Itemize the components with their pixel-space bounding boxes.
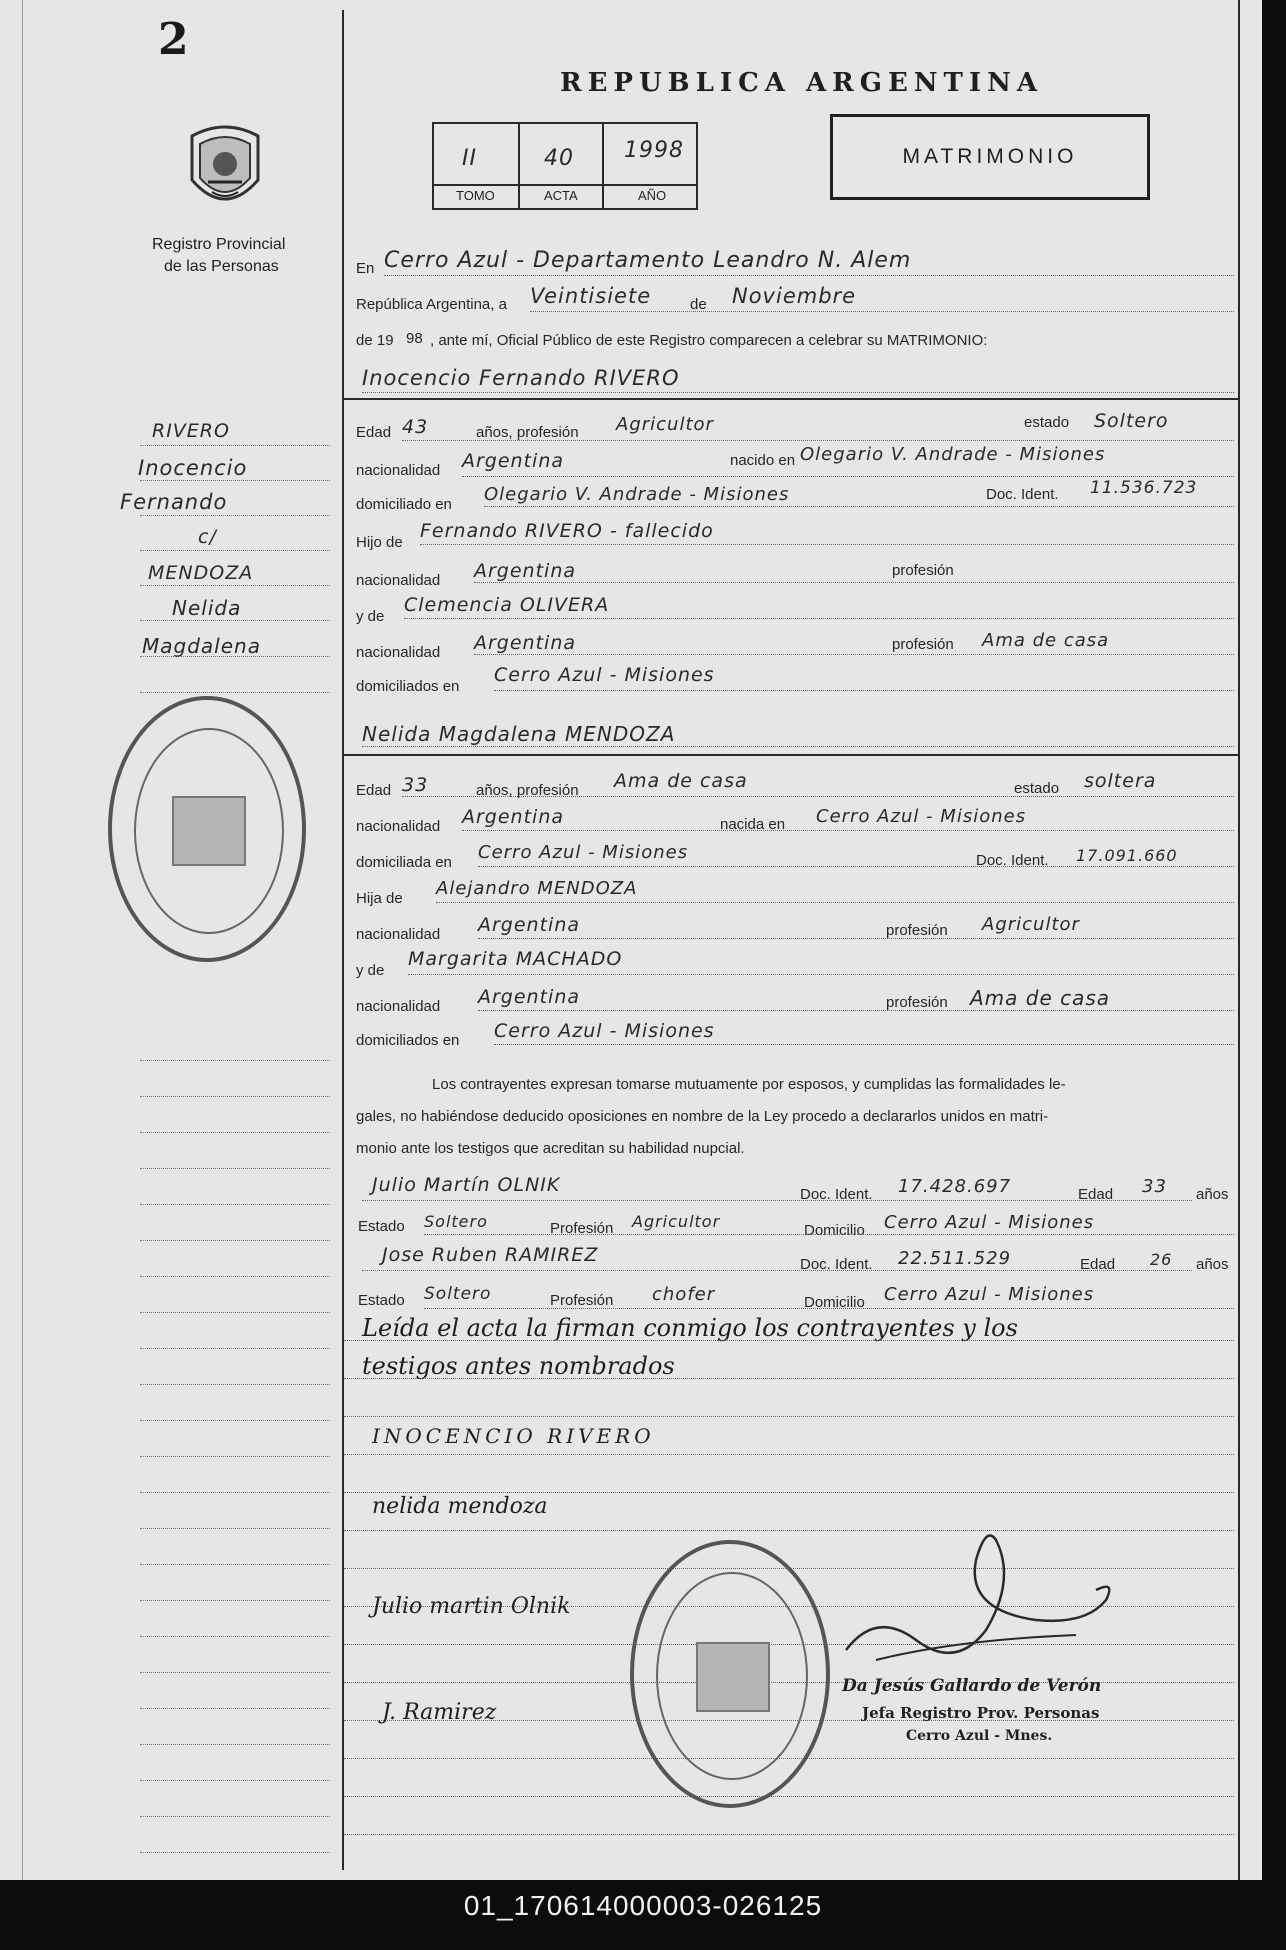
groom-nacionalidad: Argentina [462, 450, 565, 472]
groom-dom-label: domiciliado en [356, 496, 452, 513]
republica-label: República Argentina, a [356, 296, 507, 313]
witness1-prof-label: Profesión [550, 1220, 614, 1237]
official-signature-icon [836, 1520, 1136, 1670]
witness2-name: Jose Ruben RAMIREZ [382, 1244, 599, 1266]
bride-estado: soltera [1084, 770, 1157, 792]
declaration-line2: gales, no habiéndose deducido oposiciones en nombre de la Ley procedo a declararlos unidos en matri- [356, 1108, 1049, 1125]
bride-madre-nac: Argentina [478, 986, 581, 1008]
bride-nacida-label: nacida en [720, 816, 786, 833]
bride-doc-label: Doc. Ident. [976, 852, 1049, 869]
de-label: de [690, 296, 707, 313]
bride-estado-label: estado [1014, 780, 1060, 797]
bride-nac-label: nacionalidad [356, 818, 441, 835]
witness1-edad-label: Edad [1078, 1186, 1114, 1203]
groom-nac-label: nacionalidad [356, 462, 441, 479]
office-name-line1: Registro Provincial [152, 236, 286, 253]
groom-doms-label: domiciliados en [356, 678, 460, 695]
year-suffix: 98 [406, 330, 423, 347]
groom-padres-dom: Cerro Azul - Misiones [494, 664, 715, 686]
groom-madre: Clemencia OLIVERA [404, 594, 610, 616]
page-number: 2 [158, 14, 189, 65]
bride-madre: Margarita MACHADO [408, 948, 623, 970]
groom-nacido-en: Olegario V. Andrade - Misiones [800, 444, 1106, 465]
bride-yde-label: y de [356, 962, 385, 979]
bride-padre-nac-label: nacionalidad [356, 926, 441, 943]
bride-nacionalidad: Argentina [462, 806, 565, 828]
groom-nacido-label: nacido en [730, 452, 796, 469]
groom-domicilio: Olegario V. Andrade - Misiones [484, 484, 790, 505]
statement: , ante mí, Oficial Público de este Registro comparecen a celebrar su MATRIMONIO: [430, 332, 988, 349]
left-edge-rule [22, 0, 23, 1880]
ano-label: AÑO [638, 188, 667, 203]
ano-value: 1998 [624, 138, 684, 163]
groom-full-name: Inocencio Fernando RIVERO [362, 366, 680, 390]
bride-full-name: Nelida Magdalena MENDOZA [362, 722, 676, 746]
witness1-doc-label: Doc. Ident. [800, 1186, 873, 1203]
margin-note-2: Inocencio [138, 456, 248, 480]
witness2-doc: 22.511.529 [898, 1248, 1012, 1269]
groom-doc: 11.536.723 [1090, 478, 1198, 498]
tomo-value: II [462, 146, 477, 171]
registry-seal-left [108, 696, 306, 962]
groom-madre-prof-label: profesión [892, 636, 954, 653]
bride-madre-nac-label: nacionalidad [356, 998, 441, 1015]
bride-hija-label: Hija de [356, 890, 403, 907]
bride-padres-dom: Cerro Azul - Misiones [494, 1020, 715, 1042]
groom-estado: Soltero [1094, 410, 1169, 432]
bride-profesion: Ama de casa [614, 770, 748, 792]
registry-seal-right [630, 1540, 830, 1808]
witness1-estado: Soltero [424, 1212, 488, 1231]
witness1-profesion: Agricultor [632, 1212, 721, 1231]
official-place: Cerro Azul - Mnes. [906, 1728, 1053, 1744]
witness1-estado-label: Estado [358, 1218, 405, 1235]
declaration-line1: Los contrayentes expresan tomarse mutuamente por esposos, y cumplidas las formalidades le- [432, 1076, 1066, 1093]
witness1-domicilio: Cerro Azul - Misiones [884, 1212, 1095, 1233]
official-name: Da Jesús Gallardo de Verón [842, 1676, 1102, 1696]
month: Noviembre [732, 284, 857, 308]
right-margin-rule [1238, 0, 1240, 1880]
bride-doms-label: domiciliados en [356, 1032, 460, 1049]
witness2-anos-label: años [1196, 1256, 1229, 1273]
witness1-doc: 17.428.697 [898, 1176, 1012, 1197]
groom-edad: 43 [402, 416, 429, 438]
groom-doc-label: Doc. Ident. [986, 486, 1059, 503]
margin-note-1: RIVERO [152, 420, 230, 442]
margin-note-3: Fernando [120, 490, 228, 514]
tomo-label: TOMO [456, 188, 495, 203]
province-emblem-icon [184, 122, 266, 218]
witness2-edad-label: Edad [1080, 1256, 1116, 1273]
signature-bride: nelida mendoza [372, 1494, 548, 1519]
witness2-edad: 26 [1150, 1250, 1173, 1269]
footer-caption: 01_170614000003-026125 [463, 1890, 823, 1921]
groom-profesion: Agricultor [616, 414, 714, 435]
bride-padre-nac: Argentina [478, 914, 581, 936]
year-prefix: de 19 [356, 332, 394, 349]
acta-value: 40 [544, 146, 574, 171]
witness1-edad: 33 [1142, 1176, 1167, 1197]
record-type-box [830, 114, 1150, 200]
witness2-profesion: chofer [652, 1284, 716, 1305]
groom-edad-label: Edad [356, 424, 392, 441]
bride-doc: 17.091.660 [1076, 846, 1178, 865]
groom-madre-nac: Argentina [474, 632, 577, 654]
witness2-doc-label: Doc. Ident. [800, 1256, 873, 1273]
day: Veintisiete [530, 284, 652, 308]
groom-madre-nac-label: nacionalidad [356, 644, 441, 661]
bride-padre: Alejandro MENDOZA [436, 878, 638, 899]
bride-padre-prof-label: profesión [886, 922, 948, 939]
groom-hijo-label: Hijo de [356, 534, 403, 551]
left-margin-rule [342, 10, 344, 1870]
record-type: MATRIMONIO [902, 145, 1078, 168]
groom-estado-label: estado [1024, 414, 1070, 431]
margin-note-6: Nelida [172, 596, 242, 620]
groom-padre-prof-label: profesión [892, 562, 954, 579]
margin-note-4: c/ [198, 526, 217, 548]
declaration-line3: monio ante los testigos que acreditan su habilidad nupcial. [356, 1140, 745, 1157]
bride-edad-label: Edad [356, 782, 392, 799]
witness2-estado-label: Estado [358, 1292, 405, 1309]
bride-dom-label: domiciliada en [356, 854, 452, 871]
country-title: REPUBLICA ARGENTINA [560, 68, 1044, 98]
acta-label: ACTA [544, 188, 578, 203]
bride-anos-prof-label: años, profesión [476, 782, 579, 799]
place: Cerro Azul - Departamento Leandro N. Alem [384, 248, 912, 273]
witness1-anos-label: años [1196, 1186, 1229, 1203]
bride-nacida-en: Cerro Azul - Misiones [816, 806, 1027, 827]
groom-yde-label: y de [356, 608, 385, 625]
signature-groom: INOCENCIO RIVERO [372, 1424, 655, 1448]
witness2-domicilio: Cerro Azul - Misiones [884, 1284, 1095, 1305]
groom-padre-nac: Argentina [474, 560, 577, 582]
witness1-dom-label: Domicilio [804, 1222, 865, 1239]
witness1-name: Julio Martín OLNIK [372, 1174, 561, 1196]
signature-witness1: Julio martin Olnik [372, 1594, 571, 1619]
bride-edad: 33 [402, 774, 429, 796]
witness2-dom-label: Domicilio [804, 1294, 865, 1311]
groom-padre-nac-label: nacionalidad [356, 572, 441, 589]
bride-padre-prof: Agricultor [982, 914, 1080, 935]
margin-note-7: Magdalena [142, 634, 261, 658]
witness2-estado: Soltero [424, 1284, 492, 1304]
official-title: Jefa Registro Prov. Personas [862, 1704, 1100, 1722]
bride-domicilio: Cerro Azul - Misiones [478, 842, 689, 863]
bride-madre-prof-label: profesión [886, 994, 948, 1011]
record-number-box [432, 122, 698, 210]
closing-line1: Leída el acta la firman conmigo los contrayentes y los [362, 1314, 1018, 1342]
groom-madre-prof: Ama de casa [982, 630, 1110, 651]
margin-note-5: MENDOZA [148, 562, 254, 584]
signature-witness2: J. Ramirez [382, 1700, 497, 1725]
en-label: En [356, 260, 375, 277]
groom-anos-prof-label: años, profesión [476, 424, 579, 441]
groom-padre: Fernando RIVERO - fallecido [420, 520, 714, 542]
bride-madre-prof: Ama de casa [970, 986, 1111, 1010]
witness2-prof-label: Profesión [550, 1292, 614, 1309]
closing-line2: testigos antes nombrados [362, 1352, 675, 1380]
office-name-line2: de las Personas [164, 258, 279, 275]
